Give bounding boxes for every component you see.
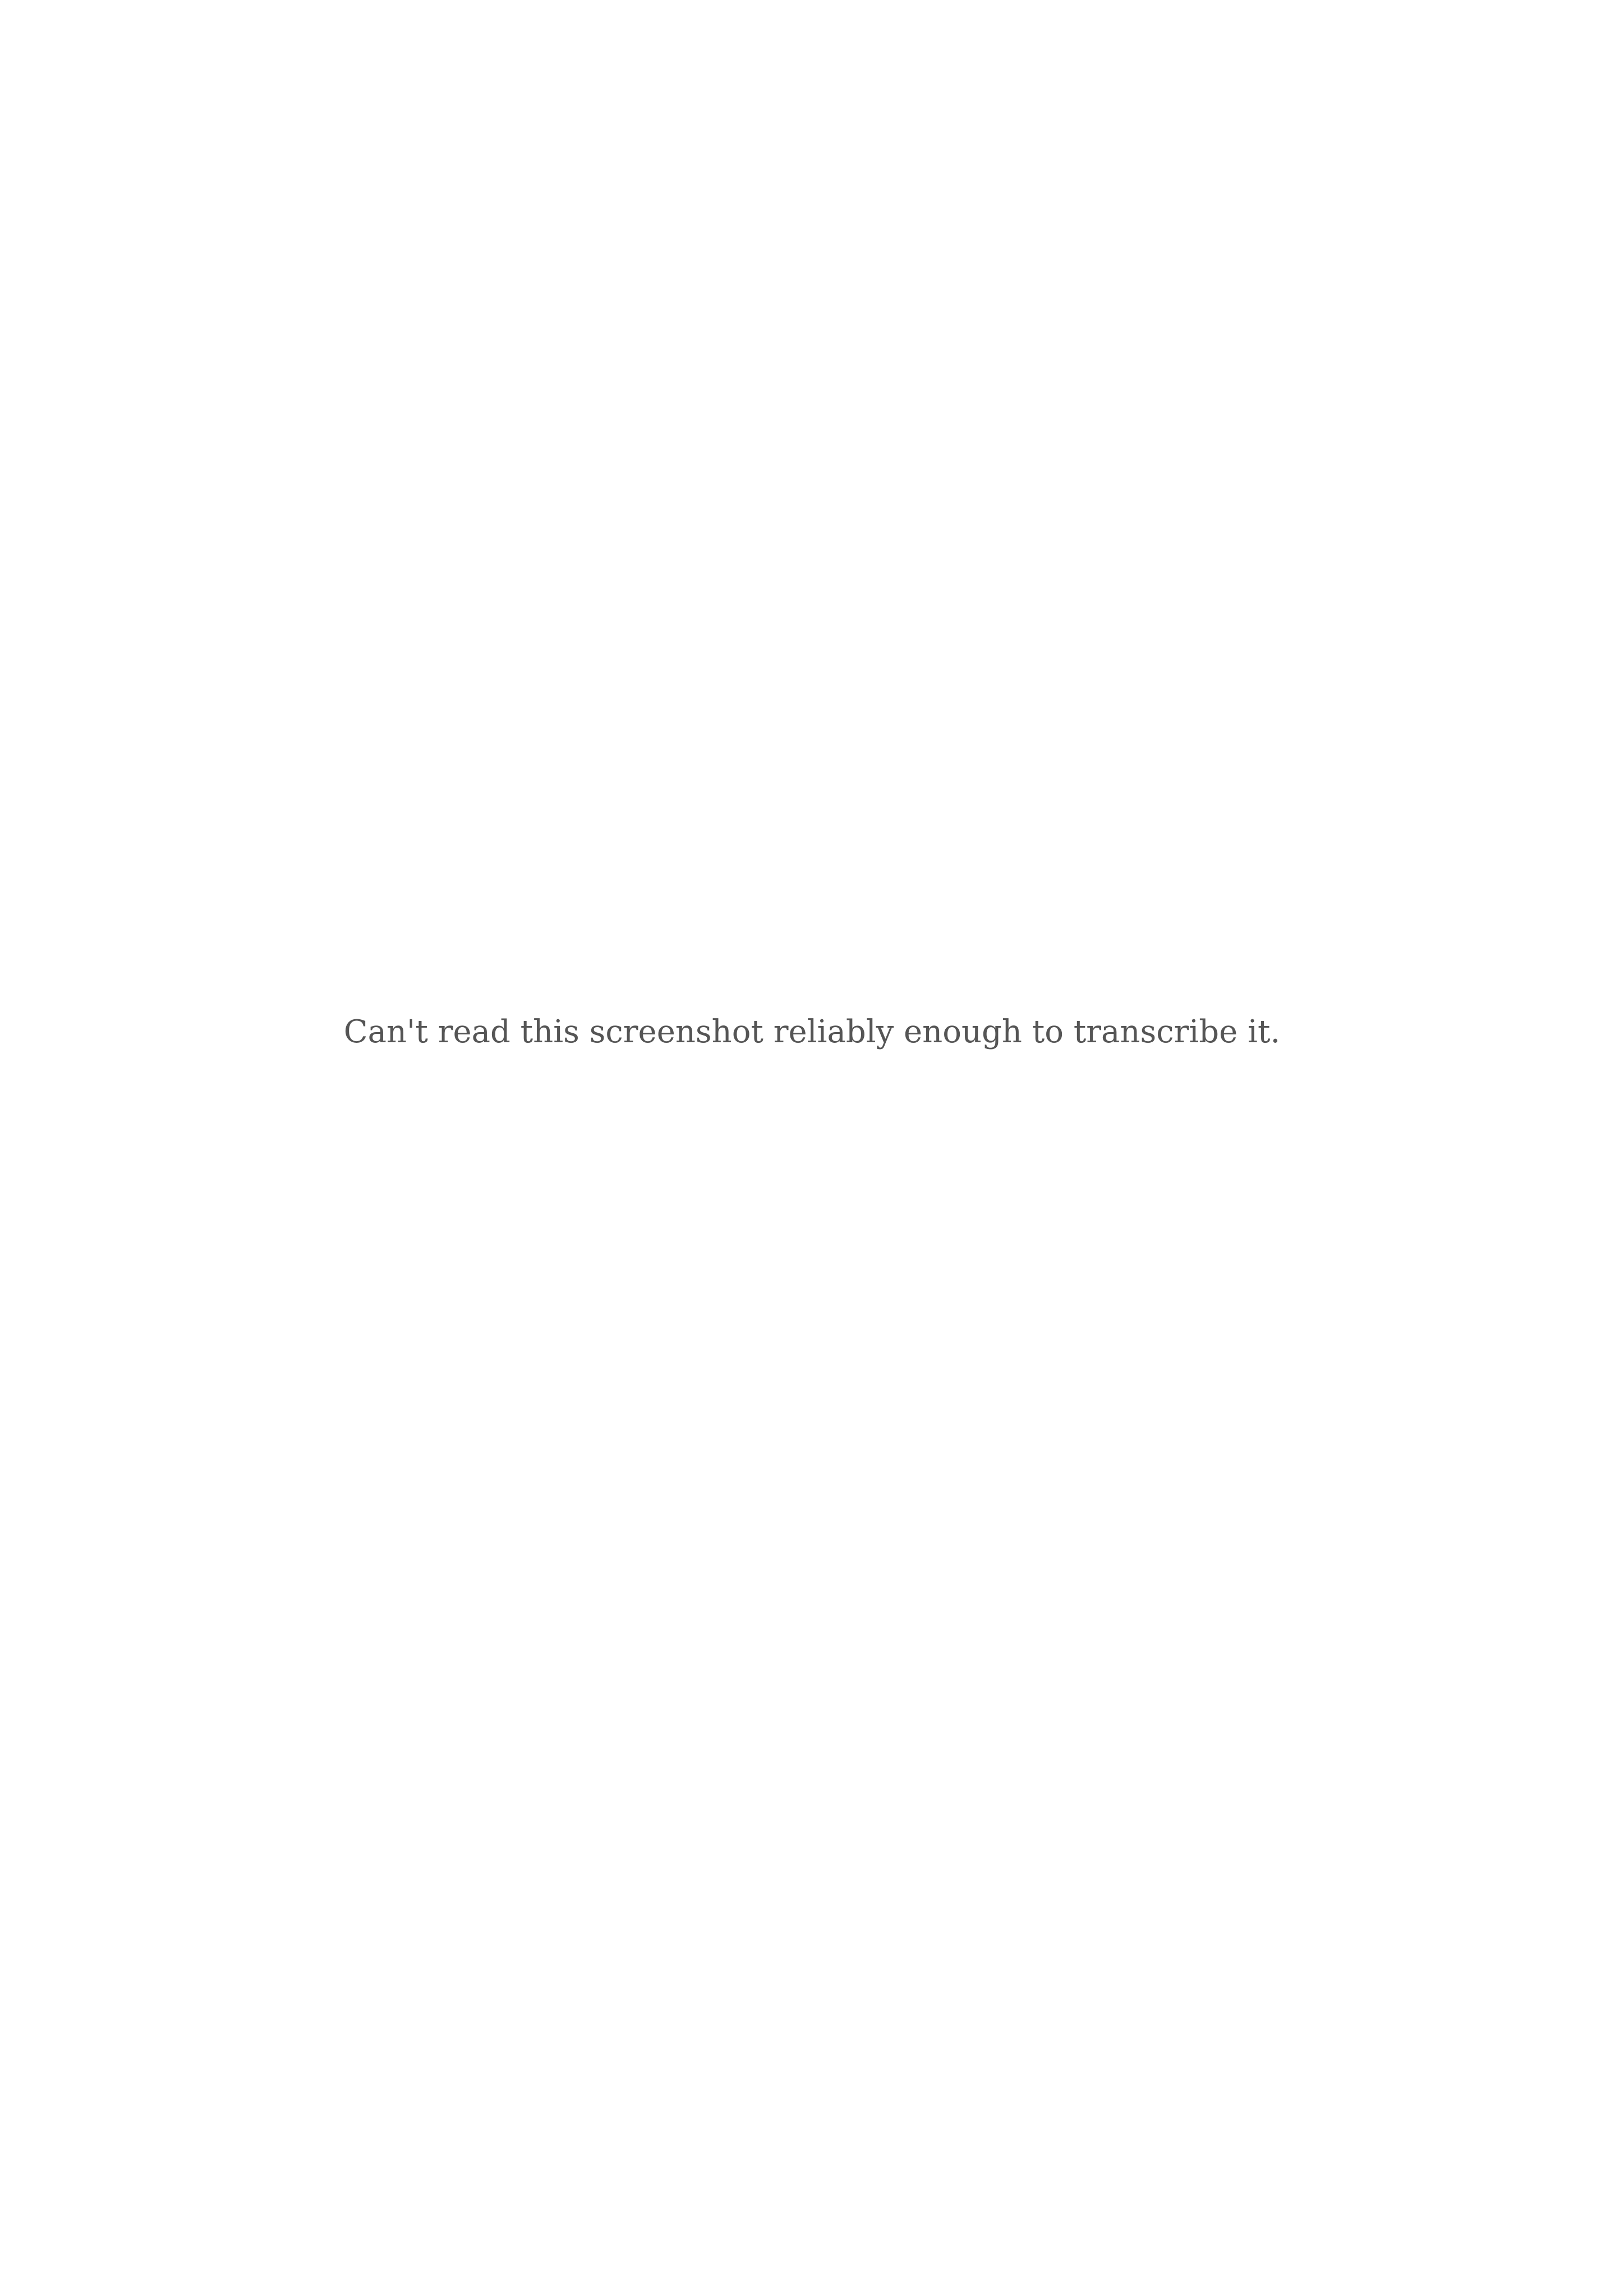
transcription-notice: Can't read this screenshot reliably enough to transcribe it. bbox=[343, 1014, 1281, 1050]
